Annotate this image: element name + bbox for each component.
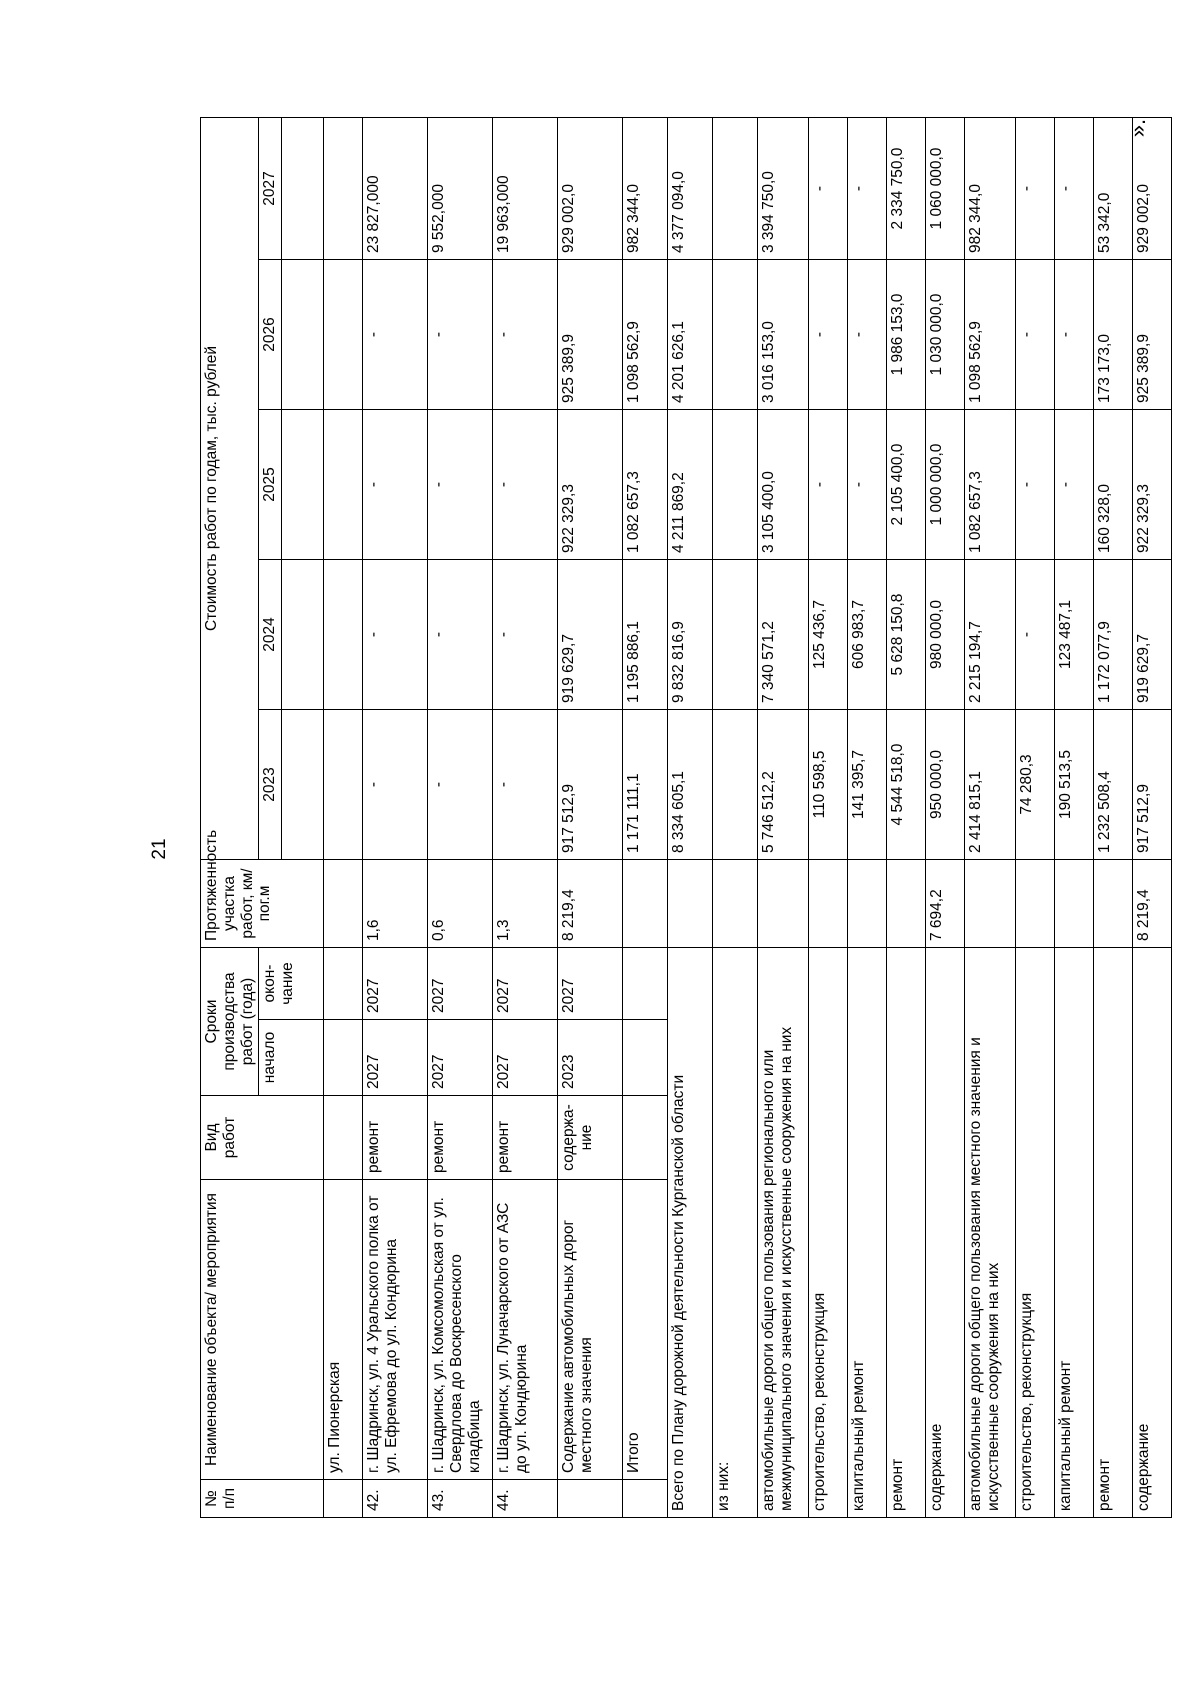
- cell-value-2026: 1 098 562,9: [623, 260, 668, 410]
- summary-length: [758, 860, 809, 948]
- summary-row: [1094, 118, 1133, 1518]
- cell-num: 44.: [493, 1480, 558, 1518]
- rotated-table-container: [200, 118, 1153, 1518]
- summary-value-2027: -: [1055, 118, 1094, 260]
- cell-name: г. Шадринск, ул. 4 Уральского полка от ул. Ефремова до ул. Кондюрина: [363, 1180, 428, 1480]
- summary-row: [713, 118, 758, 1518]
- summary-value-2027: [713, 118, 758, 260]
- summary-value-2024: -: [1016, 560, 1055, 710]
- summary-value-2024: 125 436,7: [809, 560, 848, 710]
- header-year-2025: 2025: [259, 410, 282, 560]
- cell-value-2024: 1 195 886,1: [623, 560, 668, 710]
- summary-label: ремонт: [887, 948, 926, 1518]
- cell-value-2025: [324, 410, 363, 560]
- cell-value-2023: 917 512,9: [558, 710, 623, 860]
- summary-label: Всего по Плану дорожной деятельности Курганской области: [668, 948, 713, 1518]
- summary-value-2026: 1 098 562,9: [965, 260, 1016, 410]
- summary-value-2026: 173 173,0: [1094, 260, 1133, 410]
- cell-start: 2027: [493, 1020, 558, 1096]
- summary-length: 8 219,4: [1133, 860, 1172, 948]
- header-cost: Стоимость работ по годам, тыс. рублей: [201, 118, 259, 860]
- cell-value-2025: -: [493, 410, 558, 560]
- summary-value-2026: -: [809, 260, 848, 410]
- rotated-table-sheet: [200, 118, 1153, 1708]
- summary-value-2024: 9 832 816,9: [668, 560, 713, 710]
- header-year-2023: 2023: [259, 710, 282, 860]
- table-row: [324, 118, 363, 1518]
- summary-value-2027: 2 334 750,0: [887, 118, 926, 260]
- summary-label: капитальный ремонт: [1055, 948, 1094, 1518]
- cell-value-2025: -: [363, 410, 428, 560]
- cell-num: [324, 1480, 363, 1518]
- summary-value-2026: -: [1016, 260, 1055, 410]
- cell-num: 42.: [363, 1480, 428, 1518]
- header-period: Сроки производства работ (года): [201, 948, 259, 1096]
- cell-length: 1,6: [363, 860, 428, 948]
- cell-length: 1,3: [493, 860, 558, 948]
- summary-value-2023: 4 544 518,0: [887, 710, 926, 860]
- cell-value-2027: [324, 118, 363, 260]
- summary-value-2024: 1 172 077,9: [1094, 560, 1133, 710]
- cell-type: содержа-ние: [558, 1096, 623, 1180]
- header-spacer: [282, 260, 324, 410]
- table-row: [493, 118, 558, 1518]
- cell-end: 2027: [363, 948, 428, 1020]
- cell-value-2026: -: [428, 260, 493, 410]
- summary-value-2027: -: [809, 118, 848, 260]
- summary-value-2025: -: [1055, 410, 1094, 560]
- summary-value-2024: 606 983,7: [848, 560, 887, 710]
- summary-length: 7 694,2: [926, 860, 965, 948]
- summary-length: [965, 860, 1016, 948]
- header-spacer: [282, 560, 324, 710]
- summary-length: [1055, 860, 1094, 948]
- header-year-2026: 2026: [259, 260, 282, 410]
- summary-value-2024: 919 629,7: [1133, 560, 1172, 710]
- summary-value-2026: [713, 260, 758, 410]
- cell-value-2025: 1 082 657,3: [623, 410, 668, 560]
- summary-value-2024: 5 628 150,8: [887, 560, 926, 710]
- cell-value-2025: -: [428, 410, 493, 560]
- cell-length: [623, 860, 668, 948]
- summary-value-2023: 917 512,9: [1133, 710, 1172, 860]
- summary-label: автомобильные дороги общего пользования регионального или межмуниципального значения и искусственные сооружения на них: [758, 948, 809, 1518]
- summary-value-2025: 4 211 869,2: [668, 410, 713, 560]
- summary-value-2023: 110 598,5: [809, 710, 848, 860]
- header-name: Наименование объекта/ мероприятия: [201, 1180, 324, 1480]
- summary-value-2027: 4 377 094,0: [668, 118, 713, 260]
- summary-value-2026: 1 030 000,0: [926, 260, 965, 410]
- cell-end: 2027: [493, 948, 558, 1020]
- cell-value-2026: 925 389,9: [558, 260, 623, 410]
- cell-value-2024: 919 629,7: [558, 560, 623, 710]
- summary-value-2024: 2 215 194,7: [965, 560, 1016, 710]
- header-period-start: начало: [259, 1020, 324, 1096]
- summary-row: [758, 118, 809, 1518]
- summary-row: [1055, 118, 1094, 1518]
- header-work-type: Вид работ: [201, 1096, 324, 1180]
- summary-value-2024: [713, 560, 758, 710]
- summary-row: [668, 118, 713, 1518]
- summary-label: ремонт: [1094, 948, 1133, 1518]
- cell-num: [623, 1480, 668, 1518]
- header-length: Протяженность участка работ, км/пог.м: [201, 860, 324, 948]
- summary-value-2025: [713, 410, 758, 560]
- cell-value-2027: 19 963,000: [493, 118, 558, 260]
- summary-row: [848, 118, 887, 1518]
- summary-value-2023: 74 280,3: [1016, 710, 1055, 860]
- cell-value-2026: -: [493, 260, 558, 410]
- summary-value-2027: -: [848, 118, 887, 260]
- summary-length: [848, 860, 887, 948]
- summary-value-2026: -: [848, 260, 887, 410]
- summary-value-2023: 1 232 508,4: [1094, 710, 1133, 860]
- table-row-total: [623, 118, 668, 1518]
- summary-value-2024: 123 487,1: [1055, 560, 1094, 710]
- summary-length: [809, 860, 848, 948]
- summary-value-2026: 3 016 153,0: [758, 260, 809, 410]
- cell-type: ремонт: [428, 1096, 493, 1180]
- summary-value-2023: 2 414 815,1: [965, 710, 1016, 860]
- header-year-2024: 2024: [259, 560, 282, 710]
- cell-value-2024: -: [363, 560, 428, 710]
- summary-value-2026: -: [1055, 260, 1094, 410]
- road-works-table: [200, 117, 1172, 1518]
- table-row: [363, 118, 428, 1518]
- summary-length: [1094, 860, 1133, 948]
- summary-value-2025: 160 328,0: [1094, 410, 1133, 560]
- summary-value-2026: 925 389,9: [1133, 260, 1172, 410]
- summary-label: строительство, реконструкция: [1016, 948, 1055, 1518]
- cell-name: Итого: [623, 1180, 668, 1480]
- summary-row: [809, 118, 848, 1518]
- summary-value-2027: 982 344,0: [965, 118, 1016, 260]
- header-period-end: окон-чание: [259, 948, 324, 1020]
- cell-value-2024: -: [493, 560, 558, 710]
- summary-label: из них:: [713, 948, 758, 1518]
- summary-value-2023: 950 000,0: [926, 710, 965, 860]
- summary-value-2027: 3 394 750,0: [758, 118, 809, 260]
- summary-value-2025: 2 105 400,0: [887, 410, 926, 560]
- cell-value-2027: 929 002,0: [558, 118, 623, 260]
- cell-value-2024: -: [428, 560, 493, 710]
- cell-type: [623, 1096, 668, 1180]
- cell-end: 2027: [558, 948, 623, 1020]
- summary-value-2023: 5 746 512,2: [758, 710, 809, 860]
- cell-start: [324, 1020, 363, 1096]
- cell-value-2026: -: [363, 260, 428, 410]
- summary-label: содержание: [1133, 948, 1172, 1518]
- header-spacer: [282, 410, 324, 560]
- cell-length: 8 219,4: [558, 860, 623, 948]
- summary-value-2025: 922 329,3: [1133, 410, 1172, 560]
- summary-value-2026: 1 986 153,0: [887, 260, 926, 410]
- summary-length: [713, 860, 758, 948]
- cell-value-2023: [324, 710, 363, 860]
- cell-name: ул. Пионерская: [324, 1180, 363, 1480]
- summary-label: капитальный ремонт: [848, 948, 887, 1518]
- cell-type: ремонт: [363, 1096, 428, 1180]
- summary-row: [926, 118, 965, 1518]
- summary-value-2027: -: [1016, 118, 1055, 260]
- page-number: 21: [149, 838, 170, 860]
- cell-start: 2027: [428, 1020, 493, 1096]
- table-header: [201, 118, 324, 1518]
- summary-value-2025: -: [848, 410, 887, 560]
- cell-value-2025: 922 329,3: [558, 410, 623, 560]
- cell-end: 2027: [428, 948, 493, 1020]
- cell-name: Содержание автомобильных дорог местного значения: [558, 1180, 623, 1480]
- cell-length: [324, 860, 363, 948]
- cell-num: [558, 1480, 623, 1518]
- summary-value-2025: 1 082 657,3: [965, 410, 1016, 560]
- cell-name: г. Шадринск, ул. Луначарского от АЗС до ул. Кондюрина: [493, 1180, 558, 1480]
- cell-value-2023: -: [493, 710, 558, 860]
- summary-value-2025: -: [1016, 410, 1055, 560]
- summary-value-2025: 3 105 400,0: [758, 410, 809, 560]
- summary-value-2023: 190 513,5: [1055, 710, 1094, 860]
- summary-row: [1016, 118, 1055, 1518]
- summary-value-2023: 141 395,7: [848, 710, 887, 860]
- summary-value-2025: 1 000 000,0: [926, 410, 965, 560]
- header-spacer: [282, 710, 324, 860]
- summary-value-2026: 4 201 626,1: [668, 260, 713, 410]
- cell-length: 0,6: [428, 860, 493, 948]
- summary-label: строительство, реконструкция: [809, 948, 848, 1518]
- cell-type: ремонт: [493, 1096, 558, 1180]
- cell-value-2024: [324, 560, 363, 710]
- summary-value-2023: [713, 710, 758, 860]
- summary-value-2024: 980 000,0: [926, 560, 965, 710]
- cell-start: 2023: [558, 1020, 623, 1096]
- cell-end: [623, 948, 668, 1020]
- summary-value-2024: 7 340 571,2: [758, 560, 809, 710]
- cell-start: [623, 1020, 668, 1096]
- cell-num: 43.: [428, 1480, 493, 1518]
- summary-value-2027: 1 060 000,0: [926, 118, 965, 260]
- table-row: [428, 118, 493, 1518]
- cell-value-2027: 23 827,000: [363, 118, 428, 260]
- summary-row: [887, 118, 926, 1518]
- summary-length: [1016, 860, 1055, 948]
- header-spacer: [282, 118, 324, 260]
- cell-value-2023: 1 171 111,1: [623, 710, 668, 860]
- summary-row: [1133, 118, 1172, 1518]
- summary-value-2027: 929 002,0: [1133, 118, 1172, 260]
- cell-value-2023: -: [363, 710, 428, 860]
- summary-value-2025: -: [809, 410, 848, 560]
- summary-label: автомобильные дороги общего пользования местного значения и искусственные сооружения на них: [965, 948, 1016, 1518]
- cell-value-2027: 9 552,000: [428, 118, 493, 260]
- summary-label: содержание: [926, 948, 965, 1518]
- header-num: № п/п: [201, 1480, 324, 1518]
- summary-length: [668, 860, 713, 948]
- cell-value-2027: 982 344,0: [623, 118, 668, 260]
- cell-value-2023: -: [428, 710, 493, 860]
- summary-value-2027: 53 342,0: [1094, 118, 1133, 260]
- cell-name: г. Шадринск, ул. Комсомольская от ул. Свердлова до Воскресенского кладбища: [428, 1180, 493, 1480]
- cell-type: [324, 1096, 363, 1180]
- cell-start: 2027: [363, 1020, 428, 1096]
- summary-length: [887, 860, 926, 948]
- header-year-2027: 2027: [259, 118, 282, 260]
- summary-value-2023: 8 334 605,1: [668, 710, 713, 860]
- table-row: [558, 118, 623, 1518]
- table-body: [324, 118, 1172, 1518]
- summary-row: [965, 118, 1016, 1518]
- cell-value-2026: [324, 260, 363, 410]
- cell-end: [324, 948, 363, 1020]
- closing-quote-mark: ».: [1125, 118, 1150, 138]
